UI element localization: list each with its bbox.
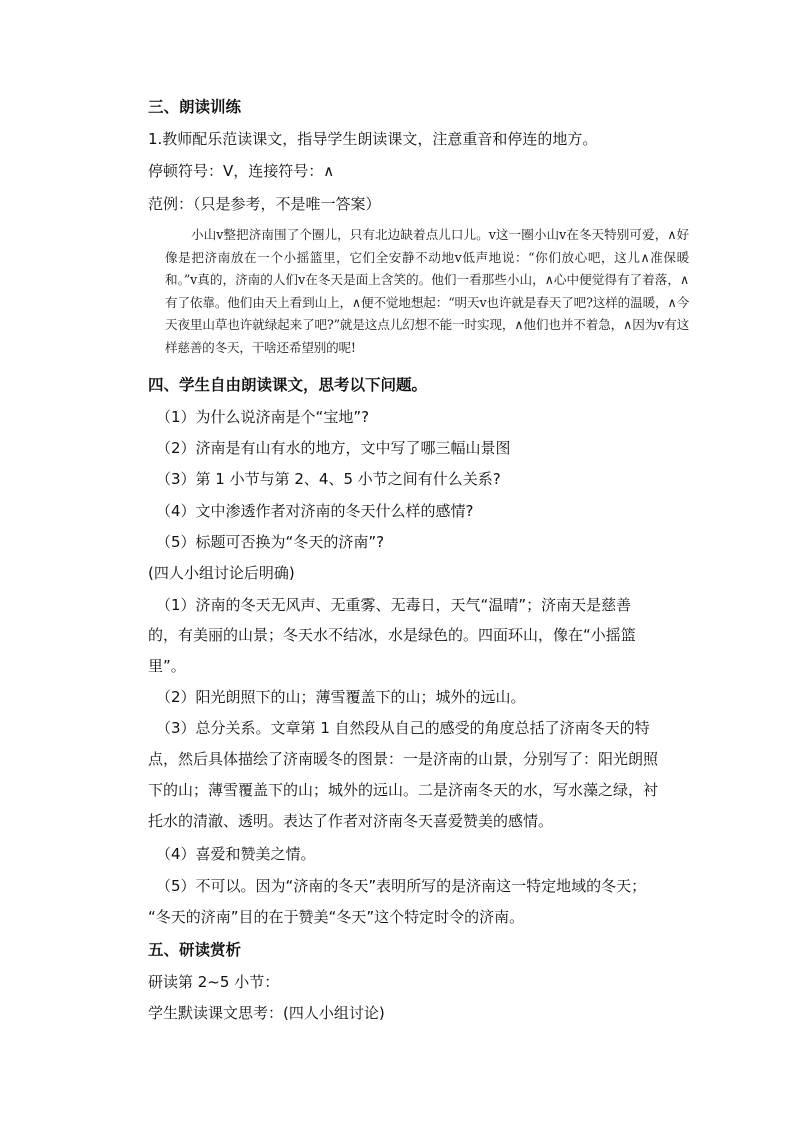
answer-3-line-4: 托水的清澈、透明。表达了作者对济南冬天喜爱赞美的感情。 bbox=[148, 812, 554, 830]
question-5: （5）标题可否换为“冬天的济南”? bbox=[156, 533, 385, 551]
answer-2: （2）阳光朗照下的山；薄雪覆盖下的山；城外的远山。 bbox=[156, 688, 526, 706]
study-range: 研读第 2~5 小节： bbox=[148, 973, 280, 991]
annotated-excerpt: 小山v整把济南围了个圈儿，只有北边缺着点儿口儿。v这一圈小山v在冬天特别可爱，∧好像是把济南放在一个小摇篮里，它们全安静不动地v低声地说：“你们放心吧，这儿∧准保暖和。”v真的，济南的人们v在冬天是面上含笑的。他们一看那些小山，∧心中便觉得有了着落，∧有了依靠。他们由天上看到山上，∧便不觉地想起：“明天v也许就是春天了吧?这样的温暖，∧今天夜里山草也许就绿起来了吧?”就是这点儿幻想不能一时实现，∧他们也并不着急，∧因为v有这样慈善的冬天，干啥还希望别的呢! bbox=[165, 227, 689, 355]
question-4: （4）文中渗透作者对济南的冬天什么样的感情? bbox=[156, 502, 474, 520]
answer-5-line-2: “冬天的济南”目的在于赞美“冬天”这个特定时令的济南。 bbox=[148, 908, 525, 926]
question-3: （3）第 1 小节与第 2、4、5 小节之间有什么关系? bbox=[156, 470, 501, 488]
instruction-1: 1.教师配乐范读课文，指导学生朗读课文，注意重音和停连的地方。 bbox=[148, 130, 598, 148]
study-instruction: 学生默读课文思考：(四人小组讨论) bbox=[148, 1004, 385, 1022]
section-3-heading: 三、朗读训练 bbox=[148, 98, 242, 116]
answer-3-line-3: 下的山；薄雪覆盖下的山；城外的远山。二是济南冬天的水，写水藻之绿，衬 bbox=[148, 781, 659, 799]
section-5-heading: 五、研读赏析 bbox=[148, 941, 242, 959]
answer-1-line-1: （1）济南的冬天无风声、无重雾、无毒日，天气“温晴”；济南天是慈善 bbox=[156, 596, 632, 614]
answer-3-line-1: （3）总分关系。文章第 1 自然段从自己的感受的角度总括了济南冬天的特 bbox=[156, 719, 650, 737]
answer-1-line-2: 的，有美丽的山景；冬天水不结冰，水是绿色的。四面环山，像在“小摇篮 bbox=[148, 626, 636, 644]
question-1: （1）为什么说济南是个“宝地”? bbox=[156, 408, 370, 426]
section-4-heading: 四、学生自由朗读课文，思考以下问题。 bbox=[148, 376, 428, 394]
answer-1-line-3: 里”。 bbox=[148, 657, 186, 675]
example-label: 范例：（只是参考，不是唯一答案） bbox=[148, 195, 381, 213]
pause-symbol-note: 停顿符号：V，连接符号：∧ bbox=[148, 162, 335, 180]
question-2: （2）济南是有山有水的地方，文中写了哪三幅山景图 bbox=[156, 439, 511, 457]
answer-3-line-2: 点，然后具体描绘了济南暖冬的图景：一是济南的山景，分别写了：阳光朗照 bbox=[148, 750, 659, 768]
answer-4: （4）喜爱和赞美之情。 bbox=[156, 845, 316, 863]
discussion-note: (四人小组讨论后明确) bbox=[148, 564, 295, 582]
answer-5-line-1: （5）不可以。因为“济南的冬天”表明所写的是济南这一特定地域的冬天； bbox=[156, 877, 647, 895]
